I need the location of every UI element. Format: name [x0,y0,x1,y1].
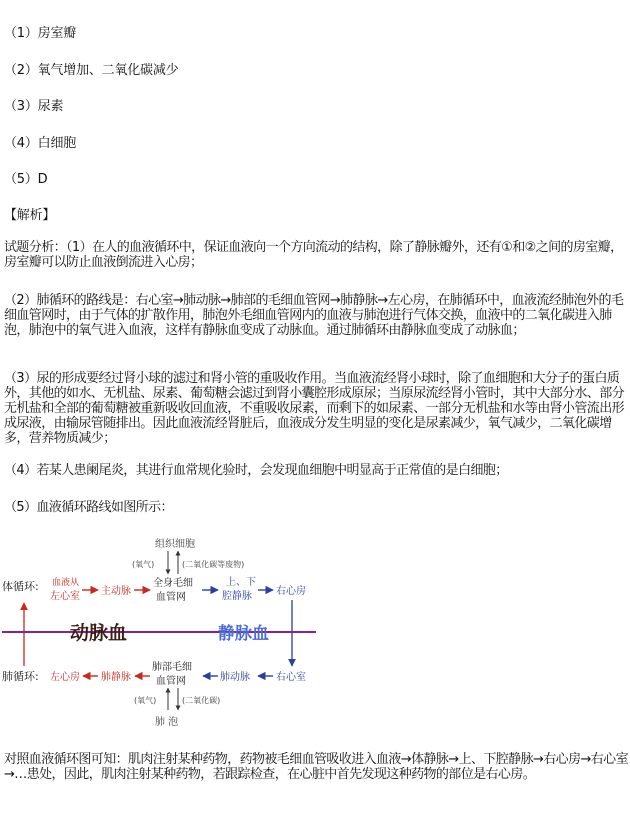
analysis-paragraph-5: （5）血液循环路线如图所示： [4,500,173,515]
answer-4: （4）白细胞 [4,136,77,151]
lung-capillary-label-2: 血管网 [156,676,186,687]
left-atrium-label: 左心房 [50,672,80,683]
right-ventricle-label: 右心室 [276,672,306,683]
oxygen-top-label: (氧气) [132,560,155,569]
answer-3: （3）尿素 [4,99,64,114]
alveoli-label: 肺 泡 [155,717,179,728]
pulmonary-circulation-label: 肺循环: [2,670,39,683]
analysis-paragraph-3: （3）尿的形成要经过肾小球的滤过和肾小管的重吸收作用。当血液流经肾小球时，除了血细胞和大分子的蛋白质外，其他的如水、无机盐、尿素、葡萄糖会滤过到肾小囊腔形成原尿；当原尿流经肾小管时，其中大部分水、部分无机盐和全部的葡萄糖被重新吸收回血液，不重吸收尿素，而剩下的如尿素、一部分无机盐和水等由肾小管流出形成尿液，由输尿管随排出。因此血液流经肾脏后，血液成分发生明显的变化是尿素减少，氧气减少，二氧化碳增多，营养物质减少； [4,371,625,446]
tissue-cells-label: 组织细胞 [155,539,195,550]
vena-cava-label-1: 上、下 [226,577,256,588]
analysis-paragraph-4: （4）若某人患阑尾炎，其进行血常规化验时，会发现血细胞中明显高于正常值的是白细胞； [4,463,508,478]
systemic-circulation-label: 体循环: [2,580,39,593]
conclusion-paragraph: 对照血液循环图可知：肌肉注射某种药物，药物被毛细血管吸收进入血液→体静脉→上、下腔静脉→右心房→右心室→…患处，因此，肌肉注射某种药物，若跟踪检查，在心脏中首先发现这种药物的部位是右心房。 [4,752,628,782]
vena-cava-label-2: 腔静脉 [222,591,252,602]
arterial-blood-label: 动脉血 [70,622,128,644]
lung-capillary-label-1: 肺部毛细 [152,662,192,673]
co2-bottom-label: (二氧化碳) [182,696,221,705]
left-ventricle-label: 左心室 [50,591,80,602]
oxygen-bottom-label: (氧气) [134,696,157,705]
pulmonary-artery-label: 肺动脉 [220,672,250,683]
pulmonary-vein-label: 肺静脉 [101,672,131,683]
analysis-paragraph-2: （2）肺循环的路线是：右心室→肺动脉→肺部的毛细血管网→肺静脉→左心房，在肺循环中，血液流经肺泡外的毛细血管网时，由于气体的扩散作用，肺泡外毛细血管网内的血液与肺泡进行气体交换，血液中的二氧化碳进入肺泡，肺泡中的氧气进入血液，这样有静脉血变成了动脉血。通过肺循环由静脉血变成了动脉血； [4,293,624,338]
venous-blood-label: 静脉血 [218,624,269,644]
analysis-heading: 【解析】 [4,208,56,223]
answer-1: （1）房室瓣 [4,26,77,41]
right-atrium-label: 右心房 [276,586,306,597]
answer-5: （5）D [4,172,48,187]
body-capillary-label-2: 血管网 [156,592,186,603]
blood-circulation-diagram [0,528,330,733]
analysis-paragraph-1: 试题分析：（1）在人的血液循环中，保证血液向一个方向流动的结构，除了静脉瓣外，还有①和②之间的房室瓣，房室瓣可以防止血液倒流进入心房； [4,240,623,270]
blood-from-label: 血液从 [52,578,80,588]
aorta-label: 主动脉 [101,586,131,597]
body-capillary-label-1: 全身毛细 [153,578,193,589]
answer-2: （2）氧气增加、二氧化碳减少 [4,63,179,78]
co2-waste-label: (二氧化碳等废物) [182,560,245,569]
